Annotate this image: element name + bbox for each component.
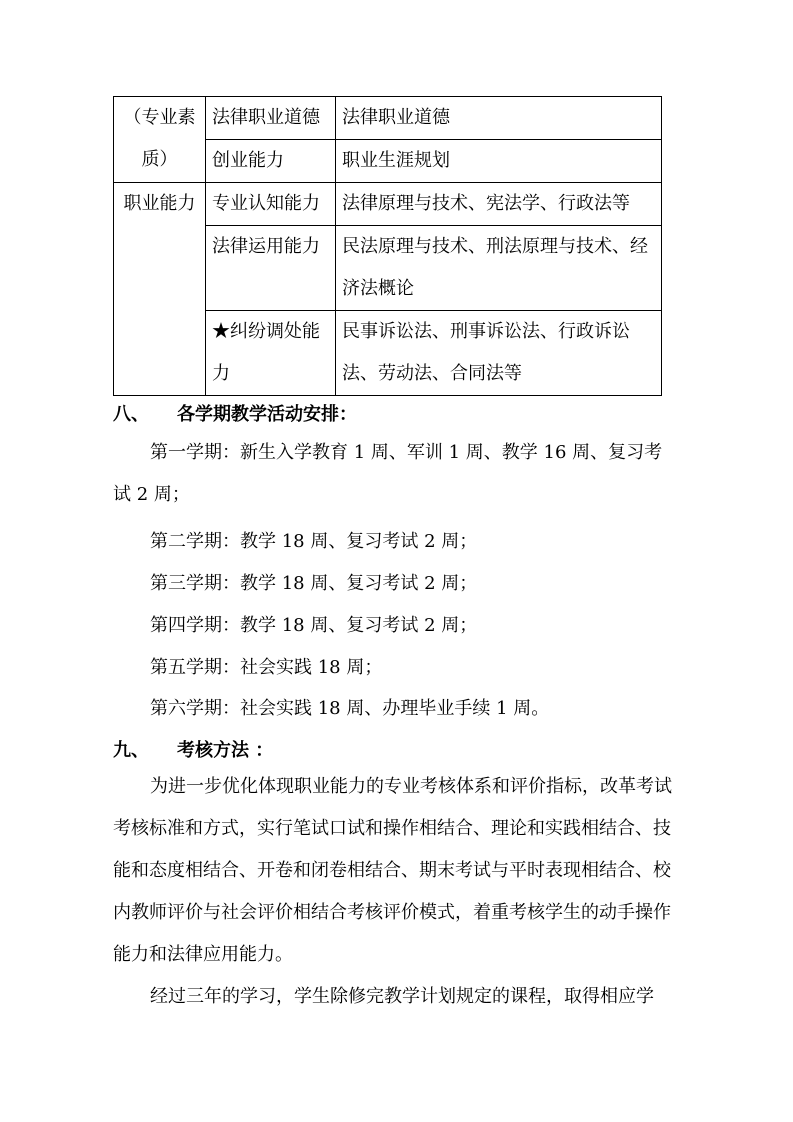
section-title: 各学期教学活动安排： — [177, 404, 357, 425]
course-cell: 职业生涯规划 — [336, 140, 662, 183]
section-heading-8 — [113, 400, 357, 426]
course-cell: 民事诉讼法、刑事诉讼法、行政诉讼法、劳动法、合同法等 — [336, 311, 662, 396]
semester-line-2: 第二学期：教学 18 周、复习考试 2 周； — [150, 531, 478, 552]
ability-cell: ★纠纷调处能力 — [206, 311, 336, 396]
ability-cell: 创业能力 — [206, 140, 336, 183]
semester-line-3: 第三学期：教学 18 周、复习考试 2 周； — [150, 573, 478, 594]
section-number: 八、 — [113, 404, 149, 425]
graduation-paragraph: 经过三年的学习，学生除修完教学计划规定的课程，取得相应学 — [150, 986, 654, 1007]
course-cell: 法律原理与技术、宪法学、行政法等 — [336, 183, 662, 226]
table-row — [114, 97, 662, 140]
semester-line-6: 第六学期：社会实践 18 周、办理毕业手续 1 周。 — [150, 698, 550, 719]
course-cell: 法律职业道德 — [336, 97, 662, 140]
section-heading-9 — [113, 736, 273, 762]
ability-cell: 法律职业道德 — [206, 97, 336, 140]
semester-line-5: 第五学期：社会实践 18 周； — [150, 657, 383, 678]
table-row — [114, 183, 662, 226]
category-cell: （专业素质） — [114, 97, 206, 183]
course-cell: 民法原理与技术、刑法原理与技术、经济法概论 — [336, 226, 662, 311]
ability-cell: 专业认知能力 — [206, 183, 336, 226]
ability-course-table — [113, 96, 662, 396]
section-number: 九、 — [113, 740, 149, 761]
assessment-paragraph: 为进一步优化体现职业能力的专业考核体系和评价指标，改革考试考核标准和方式，实行笔试口试和操作相结合、理论和实践相结合、技能和态度相结合、开卷和闭卷相结合、期末考试与平时表现相结合、校内教师评价与社会评价相结合考核评价模式，着重考核学生的动手操作能力和法律应用能力。 — [113, 776, 672, 965]
category-cell: 职业能力 — [114, 183, 206, 396]
ability-cell: 法律运用能力 — [206, 226, 336, 311]
semester-line-1: 第一学期：新生入学教育 1 周、军训 1 周、教学 16 周、复习考试 2 周； — [113, 442, 663, 505]
semester-line-4: 第四学期：教学 18 周、复习考试 2 周； — [150, 615, 478, 636]
section-title: 考核方法 ： — [177, 740, 274, 761]
